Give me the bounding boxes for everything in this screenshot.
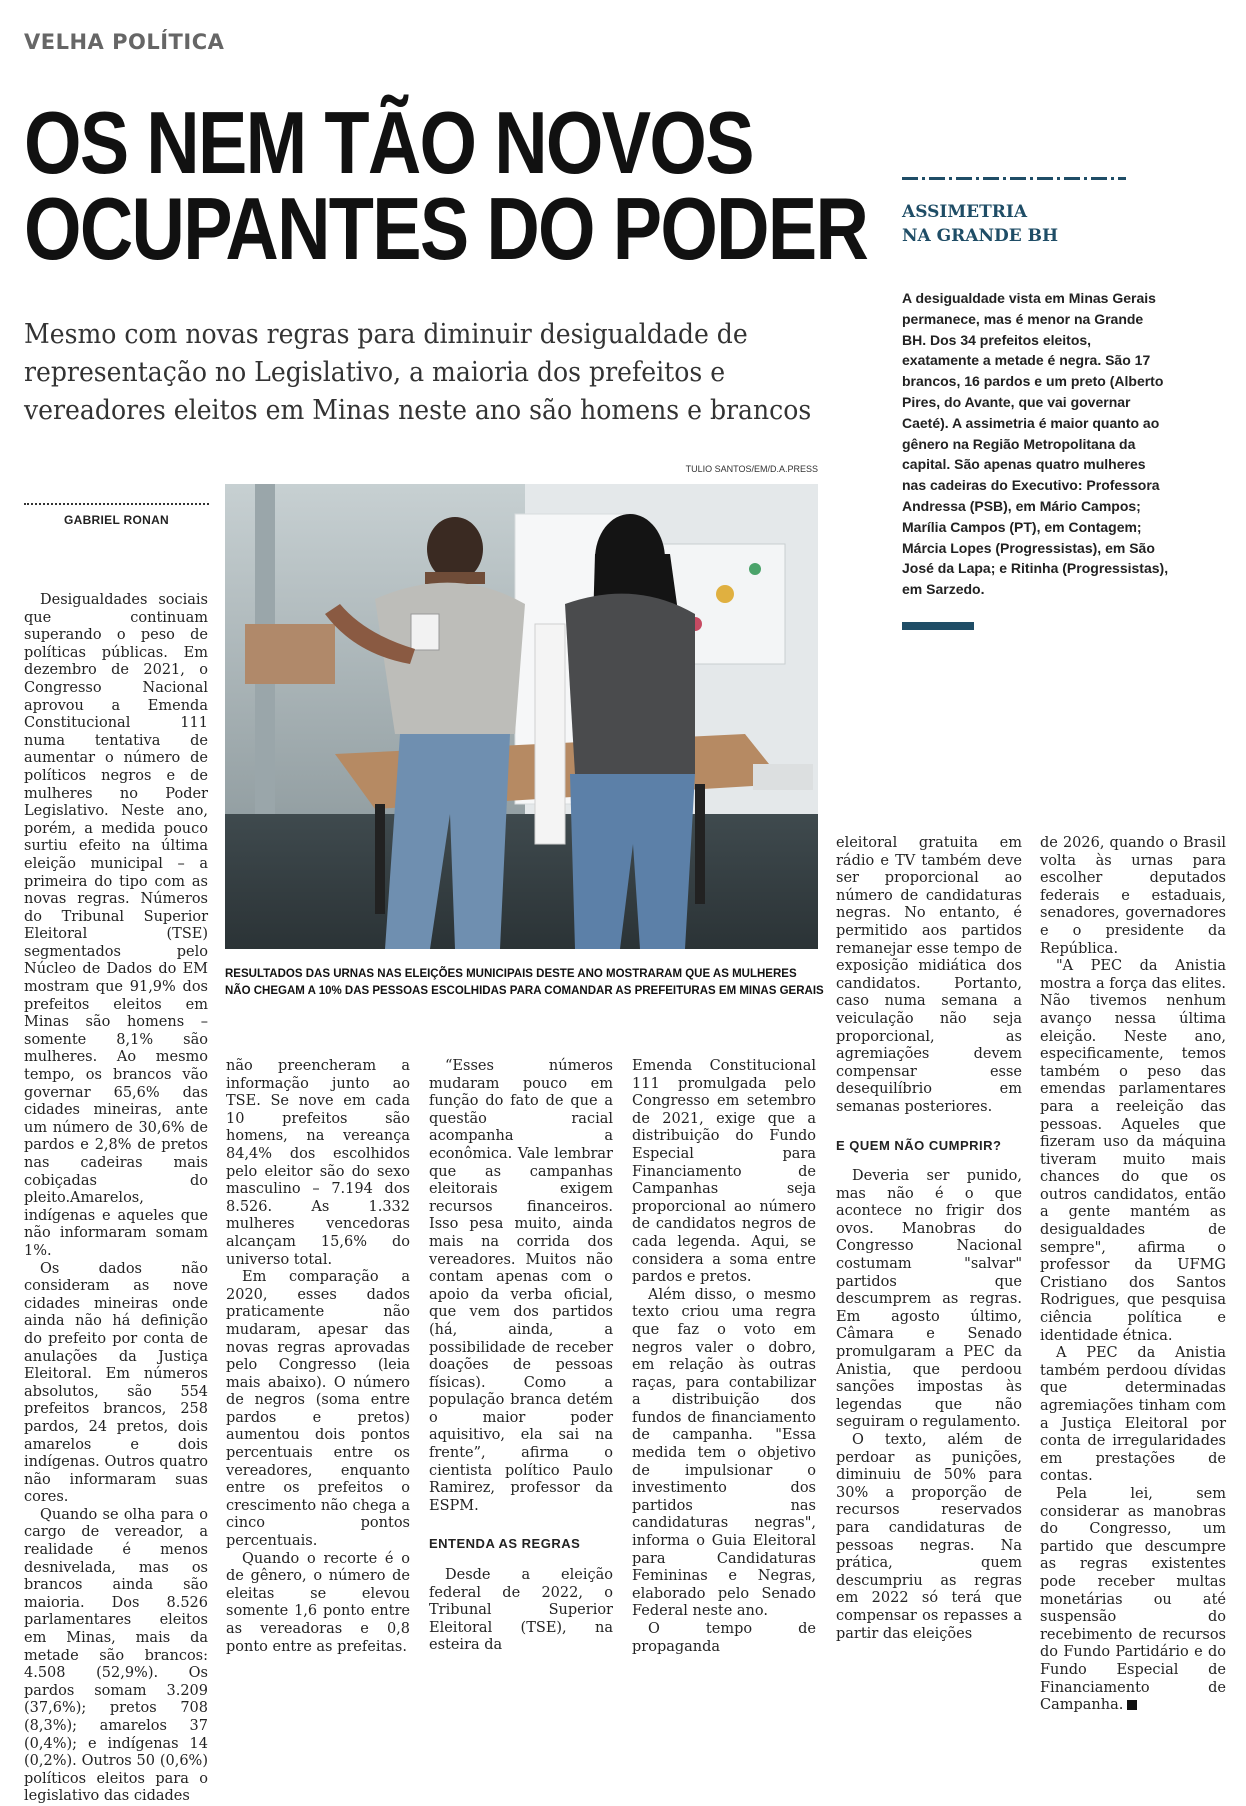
- caption-line: NÃO CHEGAM A 10% DAS PESSOAS ESCOLHIDAS PARA COMANDAR AS PREFEITURAS EM MINAS GERAIS: [225, 985, 824, 997]
- article-paragraph: Desigualdades sociais que continuam superando o peso de políticas públicas. Em dezembro de 2021, o Congresso Nacional aprovou a Emenda Constitucional 111 numa tentativa de aumentar o número de políticos negros e de mulheres no Poder Legislativo. Neste ano, porém, a medida pouco surtiu efeito na última eleição municipal – a primeira do tipo com as novas regras. Números do Tribunal Superior Eleitoral (TSE) segmentados pelo Núcleo de Dados do EM mostram que 91,9% dos prefeitos eleitos em Minas são homens – somente 8,1% são mulheres. Ao mesmo tempo, os brancos vão governar 65,6% das cidades mineiras, ante um número de 30,6% de pardos e 2,8% de pretos nas cadeiras mais cobiçadas do pleito.Amarelos, indígenas e aqueles que não informaram somam 1%.: [24, 592, 208, 1259]
- article-paragraph: eleitoral gratuita em rádio e TV também deve ser proporcional ao número de candidaturas negras. No entanto, é permitido aos partidos remanejar esse tempo de exposição midiática dos candidatos. Portanto, caso numa semana a veiculação não seja proporcional, as agremiações devem compensar esse desequilíbrio em semanas posteriores.: [836, 835, 1022, 1115]
- byline-divider: [24, 503, 209, 505]
- article-column-1: [24, 592, 208, 1805]
- article-column-4: [632, 1058, 816, 1655]
- sidebar-title-line: ASSIMETRIA: [902, 202, 1028, 222]
- article-paragraph: Em comparação a 2020, esses dados praticamente não mudaram, apesar das novas regras aprovadas pelo Congresso (leia mais abaixo). O número de negros (soma entre pardos e pretos) aumentou dois pontos percentuais entre os vereadores, enquanto entre os prefeitos o crescimento não chega a cinco pontos percentuais.: [226, 1269, 410, 1550]
- headline: [24, 93, 868, 278]
- sidebar-line: BH. Dos 34 prefeitos eleitos,: [902, 331, 1092, 348]
- subhead-line: representação no Legislativo, a maioria dos prefeitos e: [24, 357, 726, 388]
- sidebar-line: Márcia Lopes (Progressistas), em São: [902, 539, 1155, 556]
- article-paragraph: Os dados não consideram as nove cidades mineiras onde ainda não há definição do prefeito por conta de anulações da Justiça Eleitoral. Em números absolutos, são 554 prefeitos brancos, 258 pardos, 24 pretos, dois amarelos e dois indígenas. Outros quatro não informaram suas cores.: [24, 1260, 208, 1506]
- sidebar-title-line: NA GRANDE BH: [902, 226, 1059, 246]
- article-paragraph: A PEC da Anistia também perdoou dívidas que determinadas agremiações tinham com a Justiça Eleitoral por conta de irregularidades em prestações de contas.: [1040, 1345, 1226, 1485]
- section-kicker: VELHA POLÍTICA: [24, 30, 225, 54]
- sidebar-line: gênero na Região Metropolitana da: [902, 435, 1136, 452]
- article-paragraph: Além disso, o mesmo texto criou uma regra que faz o voto em negros valer o dobro, em relação às outras raças, para contabilizar a distribuição dos fundos de financiamento de campanha. "Essa medida tem o objetivo de impulsionar o investimento dos partidos nas candidaturas negras", informa o Guia Eleitoral para Candidaturas Femininas e Negras, elaborado pelo Senado Federal neste ano.: [632, 1286, 816, 1620]
- sidebar-line: capital. São apenas quatro mulheres: [902, 456, 1146, 473]
- polling-station-photo: [225, 484, 818, 949]
- article-paragraph: “Esses números mudaram pouco em função do fato de que a questão racial acompanha a econômica. Vale lembrar que as campanhas eleitorais exigem recursos financeiros. Isso pesa muito, ainda mais na corrida dos vereadores. Muitos não contam apenas com o apoio da verba oficial, que vem dos partidos (há, ainda, a possibilidade de receber doações de pessoas físicas). Como a população branca detém o maior poder aquisitivo, ela sai na frente”, afirma o cientista político Paulo Ramirez, professor da ESPM.: [429, 1058, 613, 1514]
- headline-line: OS NEM TÃO NOVOS: [24, 93, 753, 192]
- end-mark-icon: [1127, 1700, 1137, 1710]
- article-paragraph: Desde a eleição federal de 2022, o Tribunal Superior Eleitoral (TSE), na esteira da: [429, 1567, 613, 1654]
- sidebar-line: Caeté). A assimetria é maior quanto ao: [902, 414, 1160, 431]
- sidebar-line: permanece, mas é menor na Grande: [902, 310, 1144, 327]
- byline: GABRIEL RONAN: [63, 513, 169, 527]
- caption-line: RESULTADOS DAS URNAS NAS ELEIÇÕES MUNICIPAIS DESTE ANO MOSTRARAM QUE AS MULHERES: [225, 968, 797, 980]
- sidebar-line: em Sarzedo.: [902, 581, 985, 598]
- sidebar-bottom-rule: [902, 622, 974, 630]
- subheadline: [24, 316, 812, 430]
- article-paragraph: "A PEC da Anistia mostra a força das elites. Não tivemos nenhum avanço nessa última eleição. Neste ano, especificamente, temos também o peso das emendas parlamentares para a reeleição das pessoas. Aqueles que fizeram uso da máquina tiveram muito mais chances do que os outros candidatos, então a gente mantém as desigualdades de sempre", afirma o professor da UFMG Cristiano dos Santos Rodrigues, que pesquisa ciência política e identidade étnica.: [1040, 958, 1226, 1344]
- news-photo: [225, 484, 818, 949]
- section-heading-rules: ENTENDA AS REGRAS: [429, 1536, 581, 1552]
- article-paragraph: [1040, 1486, 1226, 1715]
- sidebar-line: Pires, do Avante, que vai governar: [902, 393, 1131, 410]
- subhead-line: Mesmo com novas regras para diminuir desigualdade de: [24, 319, 748, 350]
- subhead-line: vereadores eleitos em Minas neste ano são homens e brancos: [24, 395, 812, 426]
- sidebar-line: Andressa (PSB), em Mário Campos;: [902, 497, 1141, 514]
- article-paragraph: O tempo de propaganda: [632, 1621, 816, 1655]
- sidebar-title: [902, 200, 1162, 248]
- article-paragraph: O texto, além de perdoar as punições, diminuiu de 50% para 30% a proporção de recursos reservados para candidaturas de pessoas negras. Na prática, quem descumpriu as regras em 2022 só terá que compensar os repasses a partir das eleições: [836, 1432, 1022, 1642]
- photo-caption: [225, 966, 825, 1000]
- article-column-2: [226, 1058, 410, 1655]
- article-paragraph: Emenda Constitucional 111 promulgada pelo Congresso em setembro de 2021, exige que a distribuição do Fundo Especial para Financiamento de Campanhas seja proporcional ao número de candidatos negros de cada legenda. Aqui, se considera a soma entre pardos e pretos.: [632, 1058, 816, 1286]
- article-paragraph: Deveria ser punido, mas não é o que acontece no frigir dos ovos. Manobras do Congresso Nacional costumam "salvar" partidos que descumprem as regras. Em agosto último, Câmara e Senado promulgaram a PEC da Anistia, que perdoou sanções impostas às legendas que não seguiram o regulamento.: [836, 1168, 1022, 1431]
- sidebar-line: A desigualdade vista em Minas Gerais: [902, 290, 1156, 306]
- sidebar-line: exatamente a metade é negra. São 17: [902, 352, 1151, 369]
- article-paragraph: de 2026, quando o Brasil volta às urnas para escolher deputados federais e estaduais, senadores, governadores e o presidente da República.: [1040, 835, 1226, 957]
- section-heading-penalty: E QUEM NÃO CUMPRIR?: [836, 1137, 1002, 1153]
- sidebar-line: brancos, 16 pardos e um preto (Alberto: [902, 373, 1164, 390]
- sidebar-line: nas cadeiras do Executivo: Professora: [902, 477, 1160, 494]
- sidebar-line: José da Lapa; e Ritinha (Progressistas),: [902, 560, 1169, 577]
- photo-credit: TULIO SANTOS/EM/D.A.PRESS: [685, 464, 818, 474]
- article-column-6: [1040, 835, 1226, 1714]
- article-column-3: [429, 1058, 613, 1654]
- article-column-5: [836, 835, 1022, 1642]
- sidebar-top-rule: [902, 177, 1126, 180]
- sidebar-body: [902, 288, 1169, 600]
- article-paragraph: Quando o recorte é o de gênero, o número de eleitas se elevou somente 1,6 ponto entre as vereadoras e 0,8 ponto entre as prefeitas.: [226, 1550, 410, 1655]
- article-text: Pela lei, sem considerar as manobras do Congresso, um partido que descumpre as regras existentes pode receber multas monetárias ou até suspensão do recebimento de recursos do Fundo Partidário e do Fundo Especial de Financiamento de Campanha.: [1040, 1485, 1226, 1714]
- headline-line: OCUPANTES DO PODER: [24, 179, 868, 278]
- article-paragraph: não preencheram a informação junto ao TSE. Se nove em cada 10 prefeitos são homens, na vereança 84,4% dos escolhidos pelo eleitor são do sexo masculino – 7.194 dos 8.526. As 1.332 mulheres vencedoras alcançam 15,6% do universo total.: [226, 1058, 410, 1268]
- sidebar-line: Marília Campos (PT), em Contagem;: [902, 518, 1142, 535]
- article-paragraph: Quando se olha para o cargo de vereador, a realidade é menos desnivelada, mas os brancos ainda são maioria. Dos 8.526 parlamentares eleitos em Minas, mais da metade são brancos: 4.508 (52,9%). Os pardos somam 3.209 (37,6%); pretos 708 (8,3%); amarelos 37 (0,4%); e indígenas 14 (0,2%). Outros 50 (0,6%) políticos eleitos para o legislativo das cidades: [24, 1506, 208, 1805]
